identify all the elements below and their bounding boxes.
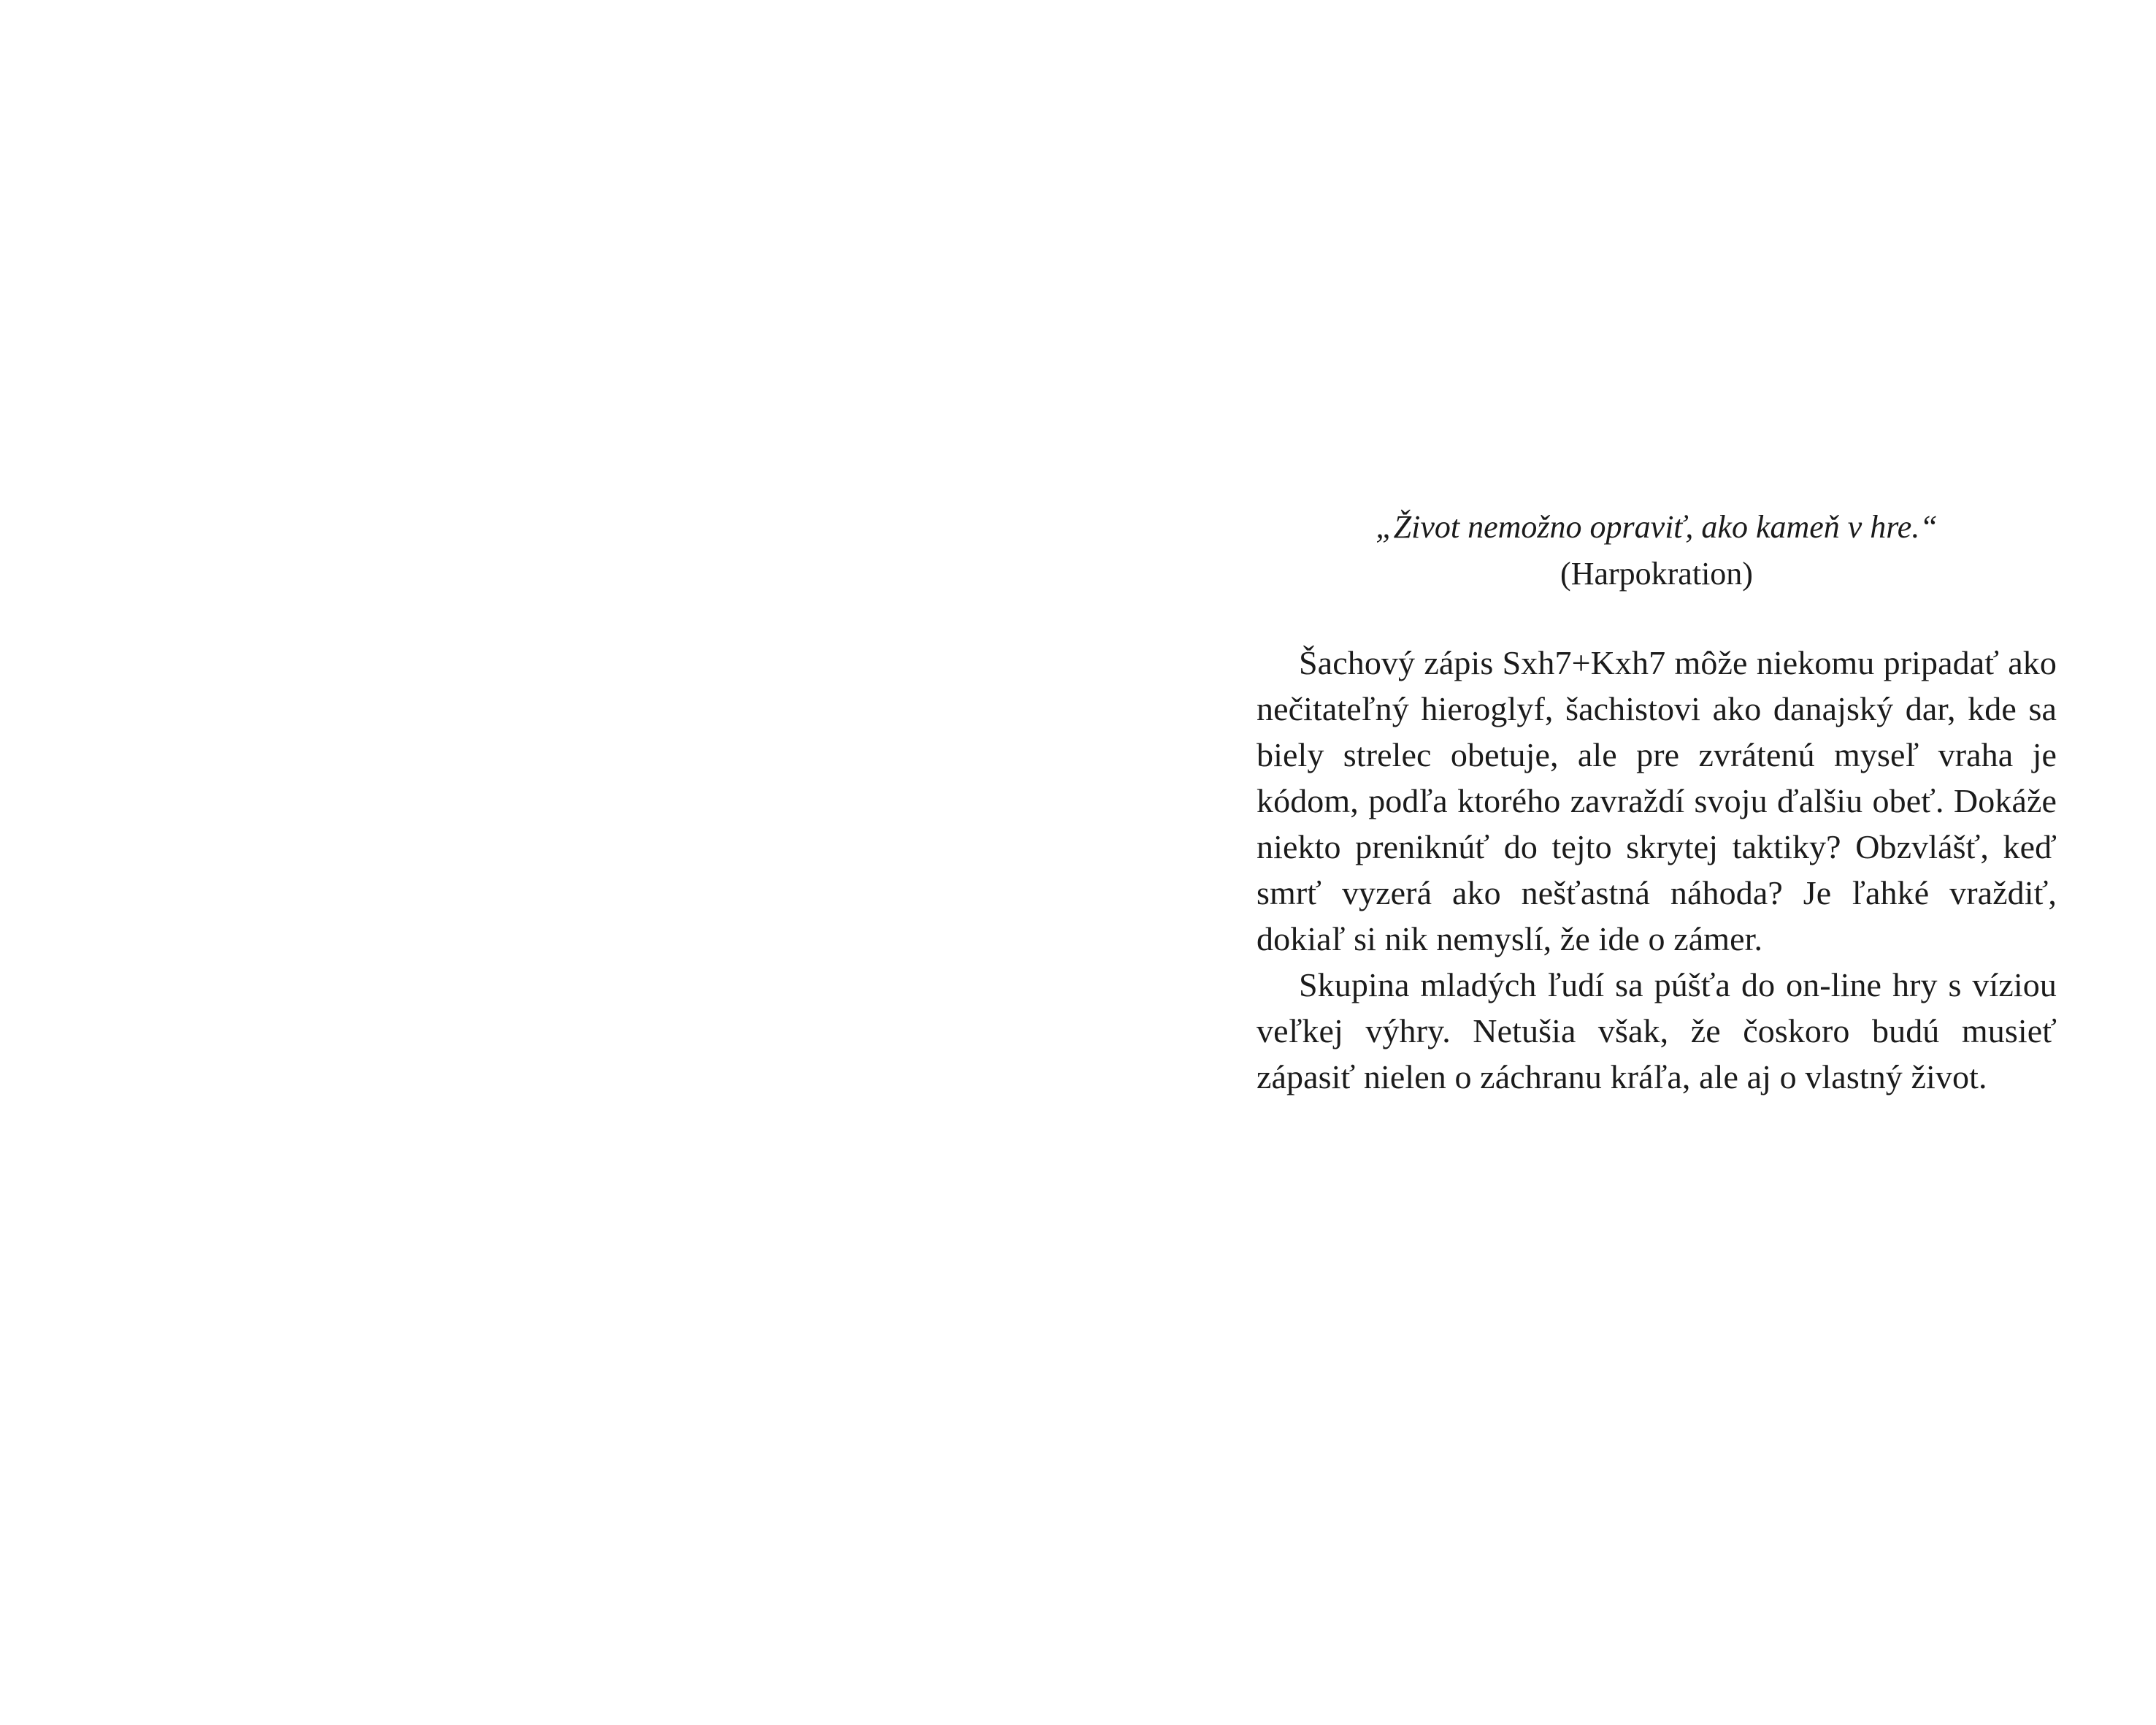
- blurb-paragraph: Skupina mladých ľudí sa púšťa do on-line hry s víziou veľkej výhry. Netušia však, že čoskoro budú musieť zápasiť nielen o záchranu kráľa, ale aj o vlastný život.: [1257, 966, 2057, 1095]
- epigraph-quote: „Život nemožno opraviť, ako kameň v hre.“: [1376, 509, 1938, 545]
- epigraph: [1257, 504, 2057, 597]
- blurb: [1257, 640, 2057, 1100]
- text-block: [1257, 504, 2057, 1100]
- right-page: [1078, 0, 2156, 1725]
- epigraph-source: (Harpokration): [1560, 556, 1753, 592]
- blurb-paragraph: Šachový zápis Sxh7+Kxh7 môže niekomu pripadať ako nečitateľný hieroglyf, šachistovi ako danajský dar, kde sa biely strelec obetuje, ale pre zvrátenú myseľ vraha je kódom, podľa ktorého zavraždí svoju ďalšiu obeť. Dokáže niekto preniknúť do tejto skrytej taktiky? Obzvlášť, keď smrť vyzerá ako nešťastná náhoda? Je ľahké vraždiť, dokiaľ si nik nemyslí, že ide o zámer.: [1257, 644, 2057, 957]
